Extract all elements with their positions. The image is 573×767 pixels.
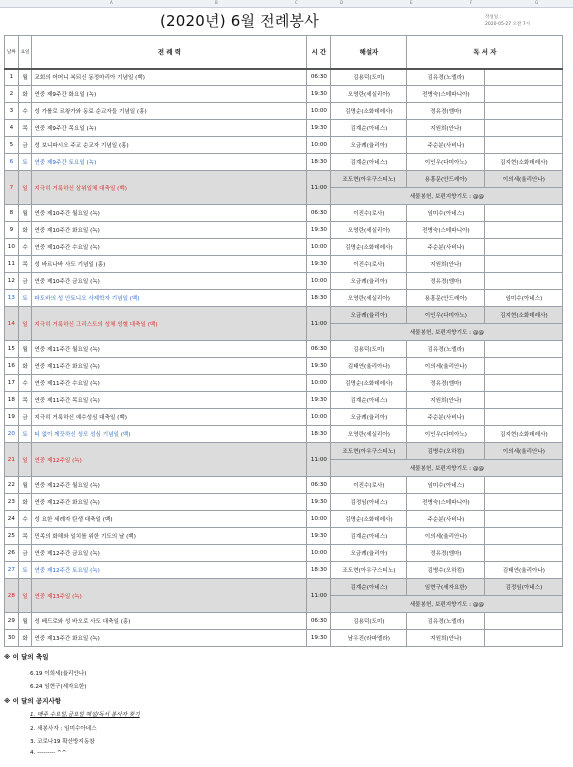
day-cell: 18 — [5, 392, 19, 409]
commentator-cell: 조도현(아우구스티노) — [331, 443, 407, 460]
reader-cell: 김지현(소화데레사) — [485, 426, 563, 443]
reader-cell: 김지현(소화데레사) — [485, 307, 563, 324]
weekday-cell: 일 — [18, 171, 32, 205]
liturgy-cell: 연중 제13주일 (녹) — [32, 579, 307, 613]
notice-item: 3. 코로나19 확산방지동참 — [30, 739, 95, 745]
time-cell: 10:00 — [307, 375, 331, 392]
reader-cell: 이인우(다미아노) — [407, 426, 485, 443]
day-cell: 15 — [5, 341, 19, 358]
table-row — [5, 579, 563, 596]
time-cell: 10:00 — [307, 273, 331, 290]
table-row — [5, 443, 563, 460]
reader-cell: 주순분(사비나) — [407, 511, 485, 528]
weekday-cell: 화 — [18, 86, 32, 103]
reader-cell: 정유경(엠마) — [407, 375, 485, 392]
day-cell: 13 — [5, 290, 19, 307]
time-cell: 11:00 — [307, 171, 331, 205]
reader-cell: 이의세(율리안나) — [485, 171, 563, 188]
reader-cell: 김유경(노엘라) — [407, 69, 485, 86]
commentator-cell: 김명순(소화데레사) — [331, 375, 407, 392]
commentator-cell: 김계순(아네스) — [331, 528, 407, 545]
reader-cell — [485, 494, 563, 511]
table-row — [5, 562, 563, 579]
commentator-cell: 김정임(아네스) — [331, 494, 407, 511]
header-time: 시 간 — [307, 36, 331, 69]
reader-cell: 용흥문(안드레아) — [407, 290, 485, 307]
column-letter: F — [470, 0, 473, 5]
liturgy-cell: 연중 제10주간 월요일 (녹) — [32, 205, 307, 222]
reader-cell: 김지현(소화데레사) — [485, 154, 563, 171]
day-cell: 11 — [5, 256, 19, 273]
table-row — [5, 154, 563, 171]
reader-cell — [485, 137, 563, 154]
table-row — [5, 613, 563, 630]
day-cell: 16 — [5, 358, 19, 375]
day-cell: 24 — [5, 511, 19, 528]
commentator-cell: 오금례(율리아) — [331, 137, 407, 154]
day-cell: 1 — [5, 69, 19, 86]
time-cell: 10:00 — [307, 103, 331, 120]
weekday-cell: 월 — [18, 613, 32, 630]
reader-cell — [485, 358, 563, 375]
table-row — [5, 171, 563, 188]
reader-cell — [485, 273, 563, 290]
time-cell: 06:30 — [307, 69, 331, 86]
liturgy-cell: 성 가롤로 르왕가와 동료 순교자들 기념일 (홍) — [32, 103, 307, 120]
weekday-cell: 금 — [18, 273, 32, 290]
reader-cell: 정유경(엠마) — [407, 273, 485, 290]
reader-cell: 지원희(안나) — [407, 256, 485, 273]
table-row — [5, 494, 563, 511]
reader-cell: 김유경(노엘라) — [407, 341, 485, 358]
commentator-cell: 김계순(아네스) — [331, 579, 407, 596]
birthday-item: 6.24 임현구(세자요한) — [30, 684, 87, 690]
reader-cell: 전병숙(스테파니아) — [407, 86, 485, 103]
table-row — [5, 69, 563, 86]
day-cell: 22 — [5, 477, 19, 494]
liturgy-cell: 지극히 거룩하신 삼위일체 대축일 (백) — [32, 171, 307, 205]
reader-cell: 김유경(노엘라) — [407, 613, 485, 630]
table-header-row — [5, 36, 563, 69]
time-cell: 19:30 — [307, 494, 331, 511]
time-cell: 06:30 — [307, 205, 331, 222]
reader-cell: 이의세(율리안나) — [485, 443, 563, 460]
commentator-cell: 남우진(라파엘라) — [331, 630, 407, 647]
reader-cell — [485, 630, 563, 647]
reader-cell — [485, 392, 563, 409]
day-cell: 14 — [5, 307, 19, 341]
time-cell: 18:30 — [307, 562, 331, 579]
day-cell: 17 — [5, 375, 19, 392]
commentator-cell: 오영란(세실리아) — [331, 290, 407, 307]
time-cell: 10:00 — [307, 137, 331, 154]
reader-cell — [485, 375, 563, 392]
reader-cell — [485, 409, 563, 426]
weekday-cell: 월 — [18, 69, 32, 86]
weekday-cell: 목 — [18, 256, 32, 273]
table-row — [5, 86, 563, 103]
day-cell: 12 — [5, 273, 19, 290]
day-cell: 2 — [5, 86, 19, 103]
column-letter: A — [110, 0, 113, 5]
table-row — [5, 273, 563, 290]
commentator-cell: 김계순(아네스) — [331, 154, 407, 171]
reader-cell: 임미수(아네스) — [407, 477, 485, 494]
liturgy-cell: 티 없이 깨끗하신 성모 성심 기념일 (백) — [32, 426, 307, 443]
reader-cell — [485, 477, 563, 494]
reader-cell — [485, 239, 563, 256]
reader-cell: 김병수(오하킴) — [407, 562, 485, 579]
table-row — [5, 239, 563, 256]
reader-cell — [485, 86, 563, 103]
liturgy-cell: 교회의 어머니 복되신 동정마리아 기념일 (백) — [32, 69, 307, 86]
liturgy-cell: 민족의 화해와 일치를 위한 기도의 날 (백) — [32, 528, 307, 545]
time-cell: 19:30 — [307, 392, 331, 409]
reader-cell: 이의세(율리안나) — [407, 528, 485, 545]
table-row — [5, 358, 563, 375]
meta-date: 2020-05-27 오전 7시 — [485, 22, 530, 27]
liturgy-cell: 연중 제11주간 월요일 (녹) — [32, 341, 307, 358]
weekday-cell: 화 — [18, 222, 32, 239]
reader-cell: 김병수(오하킴) — [407, 443, 485, 460]
commentator-cell: 오금례(율리아) — [331, 307, 407, 324]
liturgy-cell: 연중 제9주간 토요일 (녹) — [32, 154, 307, 171]
column-header-bar — [0, 0, 573, 8]
commentator-cell: 이진수(로사) — [331, 256, 407, 273]
table-row — [5, 511, 563, 528]
reader-cell — [485, 222, 563, 239]
weekday-cell: 화 — [18, 630, 32, 647]
liturgy-cell: 연중 제11주간 화요일 (녹) — [32, 358, 307, 375]
weekday-cell: 목 — [18, 392, 32, 409]
reader-cell — [485, 613, 563, 630]
reader-cell: 주순분(사비나) — [407, 239, 485, 256]
weekday-cell: 월 — [18, 477, 32, 494]
time-cell: 19:30 — [307, 256, 331, 273]
time-cell: 11:00 — [307, 579, 331, 613]
reader-cell: 임미수(아네스) — [485, 290, 563, 307]
weekday-cell: 토 — [18, 154, 32, 171]
time-cell: 06:30 — [307, 477, 331, 494]
meta-author: 작성일 : — [485, 15, 501, 20]
day-cell: 7 — [5, 171, 19, 205]
notice-heading: ※ 이 달의 공지사항 — [4, 697, 62, 705]
day-cell: 28 — [5, 579, 19, 613]
weekday-cell: 월 — [18, 341, 32, 358]
reader-cell — [485, 120, 563, 137]
reader-cell — [485, 205, 563, 222]
liturgy-cell: 연중 제12주간 토요일 (녹) — [32, 562, 307, 579]
header-commentator: 해설자 — [331, 36, 407, 69]
table-row — [5, 426, 563, 443]
liturgy-cell: 연중 제12주일 (녹) — [32, 443, 307, 477]
liturgy-cell: 연중 제13주간 화요일 (녹) — [32, 630, 307, 647]
table-row — [5, 137, 563, 154]
day-cell: 10 — [5, 239, 19, 256]
weekday-cell: 일 — [18, 307, 32, 341]
time-cell: 06:30 — [307, 341, 331, 358]
prayer-cell: 세물봉헌, 보편지향기도 : @@ — [331, 596, 563, 613]
time-cell: 19:30 — [307, 86, 331, 103]
table-row — [5, 630, 563, 647]
reader-cell: 이인우(다미아노) — [407, 154, 485, 171]
column-letter: D — [340, 0, 344, 5]
day-cell: 23 — [5, 494, 19, 511]
column-letter: G — [535, 0, 539, 5]
liturgy-cell: 연중 제9주간 목요일 (녹) — [32, 120, 307, 137]
commentator-cell: 김계순(아네스) — [331, 392, 407, 409]
time-cell: 10:00 — [307, 511, 331, 528]
weekday-cell: 금 — [18, 545, 32, 562]
time-cell: 19:30 — [307, 528, 331, 545]
reader-cell — [485, 256, 563, 273]
commentator-cell: 김용덕(도미) — [331, 341, 407, 358]
reader-cell: 전병숙(스테파니아) — [407, 222, 485, 239]
liturgy-cell: 지극히 거룩하신 예수성심 대축일 (백) — [32, 409, 307, 426]
table-row — [5, 392, 563, 409]
time-cell: 10:00 — [307, 409, 331, 426]
commentator-cell: 오금례(율리아) — [331, 545, 407, 562]
liturgy-cell: 성 바르나바 사도 기념일 (홍) — [32, 256, 307, 273]
weekday-cell: 목 — [18, 528, 32, 545]
day-cell: 26 — [5, 545, 19, 562]
weekday-cell: 수 — [18, 511, 32, 528]
liturgy-cell: 연중 제10주간 수요일 (녹) — [32, 239, 307, 256]
day-cell: 25 — [5, 528, 19, 545]
liturgy-cell: 지극히 거룩하신 그리스도의 성체 성혈 대축일 (백) — [32, 307, 307, 341]
prayer-cell: 세물봉헌, 보편지향기도 : @@ — [331, 188, 563, 205]
table-row — [5, 120, 563, 137]
column-letter: B — [215, 0, 218, 5]
liturgy-cell: 성 보니파시오 주교 순교자 기념일 (홍) — [32, 137, 307, 154]
reader-cell: 지원희(안나) — [407, 630, 485, 647]
reader-cell: 주순분(사비나) — [407, 137, 485, 154]
liturgy-cell: 연중 제11주간 수요일 (녹) — [32, 375, 307, 392]
weekday-cell: 금 — [18, 409, 32, 426]
table-row — [5, 205, 563, 222]
commentator-cell: 이진수(로사) — [331, 477, 407, 494]
time-cell: 19:30 — [307, 222, 331, 239]
commentator-cell: 오영란(세실리아) — [331, 426, 407, 443]
reader-cell — [485, 103, 563, 120]
reader-cell: 지원희(안나) — [407, 120, 485, 137]
table-row — [5, 409, 563, 426]
time-cell: 11:00 — [307, 307, 331, 341]
liturgy-cell: 연중 제10주간 화요일 (녹) — [32, 222, 307, 239]
notice-item: 1. 매주 수요일,금요일 해설/독서 봉사자 찾기 — [30, 712, 140, 718]
weekday-cell: 금 — [18, 137, 32, 154]
commentator-cell: 김명순(소화데레사) — [331, 103, 407, 120]
header-liturgy: 전 례 력 — [32, 36, 307, 69]
day-cell: 5 — [5, 137, 19, 154]
commentator-cell: 오금례(율리아) — [331, 409, 407, 426]
header-readers: 독 서 자 — [407, 36, 563, 69]
notice-item: 4. --------- ^^ — [30, 750, 67, 756]
time-cell: 10:00 — [307, 545, 331, 562]
day-cell: 30 — [5, 630, 19, 647]
weekday-cell: 화 — [18, 358, 32, 375]
liturgy-cell: 성 요한 세례자 탄생 대축일 (백) — [32, 511, 307, 528]
day-cell: 21 — [5, 443, 19, 477]
time-cell: 06:30 — [307, 613, 331, 630]
time-cell: 18:30 — [307, 290, 331, 307]
day-cell: 4 — [5, 120, 19, 137]
table-row — [5, 545, 563, 562]
commentator-cell: 김명순(소화데레사) — [331, 239, 407, 256]
reader-cell: 김태연(율리아나) — [485, 562, 563, 579]
weekday-cell: 일 — [18, 579, 32, 613]
day-cell: 9 — [5, 222, 19, 239]
commentator-cell: 오영란(세실리아) — [331, 222, 407, 239]
day-cell: 3 — [5, 103, 19, 120]
reader-cell: 용흥문(안드레아) — [407, 171, 485, 188]
commentator-cell: 오금례(율리아) — [331, 273, 407, 290]
liturgy-cell: 연중 제12주간 월요일 (녹) — [32, 477, 307, 494]
reader-cell: 김정임(아네스) — [485, 579, 563, 596]
time-cell: 19:30 — [307, 120, 331, 137]
notice-item: 2. 새봉사자 : 임미수아네스 — [30, 726, 97, 732]
reader-cell: 주순분(사비나) — [407, 409, 485, 426]
table-row — [5, 477, 563, 494]
day-cell: 20 — [5, 426, 19, 443]
day-cell: 6 — [5, 154, 19, 171]
commentator-cell: 조도현(아우구스티노) — [331, 562, 407, 579]
birthday-heading: ※ 이 달의 축일 — [4, 653, 49, 661]
weekday-cell: 화 — [18, 494, 32, 511]
reader-cell — [485, 528, 563, 545]
table-row — [5, 528, 563, 545]
birthday-item: 6.19 이희세(율리안나) — [30, 671, 87, 677]
day-cell: 19 — [5, 409, 19, 426]
liturgy-cell: 성 베드로와 성 바오로 사도 대축일 (홍) — [32, 613, 307, 630]
weekday-cell: 수 — [18, 103, 32, 120]
weekday-cell: 수 — [18, 239, 32, 256]
commentator-cell: 김용덕(도미) — [331, 69, 407, 86]
prayer-cell: 세물봉헌, 보편지향기도 : @@ — [331, 324, 563, 341]
reader-cell: 전병숙(스테파니아) — [407, 494, 485, 511]
header-day: 날짜 — [5, 36, 19, 69]
weekday-cell: 토 — [18, 290, 32, 307]
liturgy-cell: 연중 제9주간 화요일 (녹) — [32, 86, 307, 103]
liturgy-cell: 연중 제12주간 금요일 (녹) — [32, 545, 307, 562]
meta-info — [485, 14, 530, 28]
day-cell: 29 — [5, 613, 19, 630]
liturgy-cell: 연중 제10주간 금요일 (녹) — [32, 273, 307, 290]
weekday-cell: 일 — [18, 443, 32, 477]
liturgy-cell: 연중 제11주간 목요일 (녹) — [32, 392, 307, 409]
reader-cell: 정유경(엠마) — [407, 103, 485, 120]
table-row — [5, 375, 563, 392]
reader-cell — [485, 69, 563, 86]
commentator-cell: 김명순(소화데레사) — [331, 511, 407, 528]
weekday-cell: 월 — [18, 205, 32, 222]
column-letter: C — [295, 0, 298, 5]
reader-cell — [485, 341, 563, 358]
time-cell: 10:00 — [307, 239, 331, 256]
time-cell: 19:30 — [307, 630, 331, 647]
table-row — [5, 290, 563, 307]
time-cell: 18:30 — [307, 154, 331, 171]
page-title: (2020년) 6월 전례봉사 — [160, 12, 319, 30]
weekday-cell: 목 — [18, 120, 32, 137]
commentator-cell: 김용덕(도미) — [331, 613, 407, 630]
time-cell: 18:30 — [307, 426, 331, 443]
table-row — [5, 256, 563, 273]
reader-cell: 임미수(아네스) — [407, 205, 485, 222]
liturgy-cell: 연중 제12주간 화요일 (녹) — [32, 494, 307, 511]
weekday-cell: 토 — [18, 426, 32, 443]
commentator-cell: 김태연(율리아나) — [331, 358, 407, 375]
column-letter: E — [410, 0, 413, 5]
commentator-cell: 조도현(아우구스티노) — [331, 171, 407, 188]
reader-cell: 이의세(율리안나) — [407, 358, 485, 375]
commentator-cell: 김계순(아네스) — [331, 120, 407, 137]
reader-cell: 임현구(세자요한) — [407, 579, 485, 596]
liturgy-cell: 파도바의 성 안토니오 사제학자 기념일 (백) — [32, 290, 307, 307]
day-cell: 27 — [5, 562, 19, 579]
table-row — [5, 222, 563, 239]
commentator-cell: 이진수(로사) — [331, 205, 407, 222]
schedule-table — [4, 35, 563, 647]
prayer-cell: 세물봉헌, 보편지향기도 : @@ — [331, 460, 563, 477]
time-cell: 19:30 — [307, 358, 331, 375]
weekday-cell: 토 — [18, 562, 32, 579]
table-row — [5, 341, 563, 358]
reader-cell: 이인우(다미아노) — [407, 307, 485, 324]
reader-cell — [485, 511, 563, 528]
reader-cell: 정유경(엠마) — [407, 545, 485, 562]
header-weekday: 요일 — [18, 36, 32, 69]
time-cell: 11:00 — [307, 443, 331, 477]
table-row — [5, 307, 563, 324]
table-row — [5, 103, 563, 120]
reader-cell — [485, 545, 563, 562]
weekday-cell: 수 — [18, 375, 32, 392]
commentator-cell: 오영란(세실리아) — [331, 86, 407, 103]
day-cell: 8 — [5, 205, 19, 222]
reader-cell: 지원희(안나) — [407, 392, 485, 409]
